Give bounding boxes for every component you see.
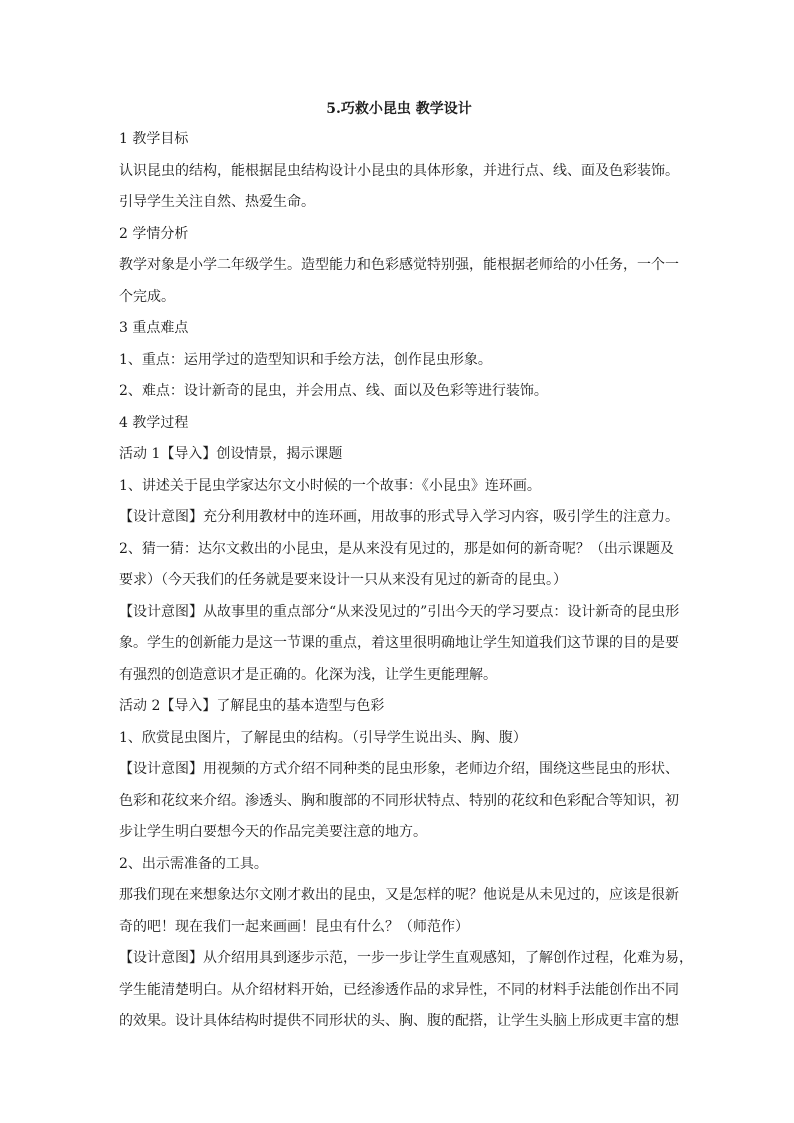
- text-line: 1 教学目标: [119, 131, 189, 147]
- text-line: 奇的吧！现在我们一起来画画！昆虫有什么？（师范作）: [119, 918, 469, 935]
- text-line: 那我们现在来想象达尔文刚才救出的昆虫，又是怎样的呢？他说是从未见过的，应该是很新: [119, 887, 679, 903]
- document-page: [119, 100, 693, 1038]
- text-line: 活动 2【导入】了解昆虫的基本造型与色彩: [119, 698, 385, 714]
- text-line: 象。学生的创新能力是这一节课的重点，着这里很明确地让学生知道我们这节课的目的是要: [119, 635, 679, 651]
- text-line: 学生能清楚明白。从介绍材料开始，已经渗透作品的求异性，不同的材料手法能创作出不同: [119, 981, 679, 998]
- text-line: 有强烈的创造意识才是正确的。化深为浅，让学生更能理解。: [119, 666, 497, 683]
- document-body: [119, 124, 693, 1038]
- text-line: 2、难点：设计新奇的昆虫，并会用点、线、面以及色彩等进行装饰。: [119, 383, 548, 399]
- text-line: 1、重点：运用学过的造型知识和手绘方法，创作昆虫形象。: [119, 351, 492, 368]
- text-line: 色彩和花纹来介绍。渗透头、胸和腹部的不同形状特点、特别的花纹和色彩配合等知识，初: [119, 792, 679, 809]
- text-line: 3 重点难点: [119, 320, 189, 336]
- text-line: 1、欣赏昆虫图片，了解昆虫的结构。（引导学生说出头、胸、腹）: [119, 729, 527, 746]
- text-line: 2、猜一猜：达尔文救出的小昆虫，是从来没有见过的，那是如何的新奇呢？（出示课题及: [119, 540, 674, 557]
- document-title: 5.巧救小昆虫 教学设计: [326, 101, 472, 117]
- text-line: 【设计意图】用视频的方式介绍不同种类的昆虫形象，老师边介绍，围绕这些昆虫的形状、: [119, 761, 679, 777]
- text-line: 认识昆虫的结构，能根据昆虫结构设计小昆虫的具体形象，并进行点、线、面及色彩装饰。: [119, 162, 679, 179]
- text-line: 的效果。设计具体结构时提供不同形状的头、胸、腹的配搭，让学生头脑上形成更丰富的想: [119, 1013, 679, 1029]
- text-line: 要求）（今天我们的任务就是要来设计一只从来没有见过的新奇的昆虫。）: [119, 572, 567, 588]
- text-line: 【设计意图】从故事里的重点部分“从来没见过的”引出今天的学习要点：设计新奇的昆虫形: [119, 603, 680, 620]
- text-line: 4 教学过程: [119, 414, 189, 431]
- text-line: 2、出示需准备的工具。: [119, 855, 268, 872]
- text-line: 【设计意图】从介绍用具到逐步示范，一步一步让学生直观感知，了解创作过程，化难为易，: [119, 950, 693, 966]
- text-line: 1、讲述关于昆虫学家达尔文小时候的一个故事：《小昆虫》连环画。: [119, 477, 541, 494]
- text-line: 【设计意图】充分利用教材中的连环画，用故事的形式导入学习内容，吸引学生的注意力。: [119, 509, 679, 525]
- text-line: 引导学生关注自然、热爱生命。: [119, 194, 315, 210]
- text-line: 教学对象是小学二年级学生。造型能力和色彩感觉特别强，能根据老师给的小任务，一个一: [119, 257, 679, 273]
- text-line: 2 学情分析: [119, 225, 189, 242]
- text-line: 步让学生明白要想今天的作品完美要注意的地方。: [119, 824, 427, 840]
- text-line: 活动 1【导入】创设情景，揭示课题: [119, 446, 343, 462]
- text-line: 个完成。: [119, 288, 175, 305]
